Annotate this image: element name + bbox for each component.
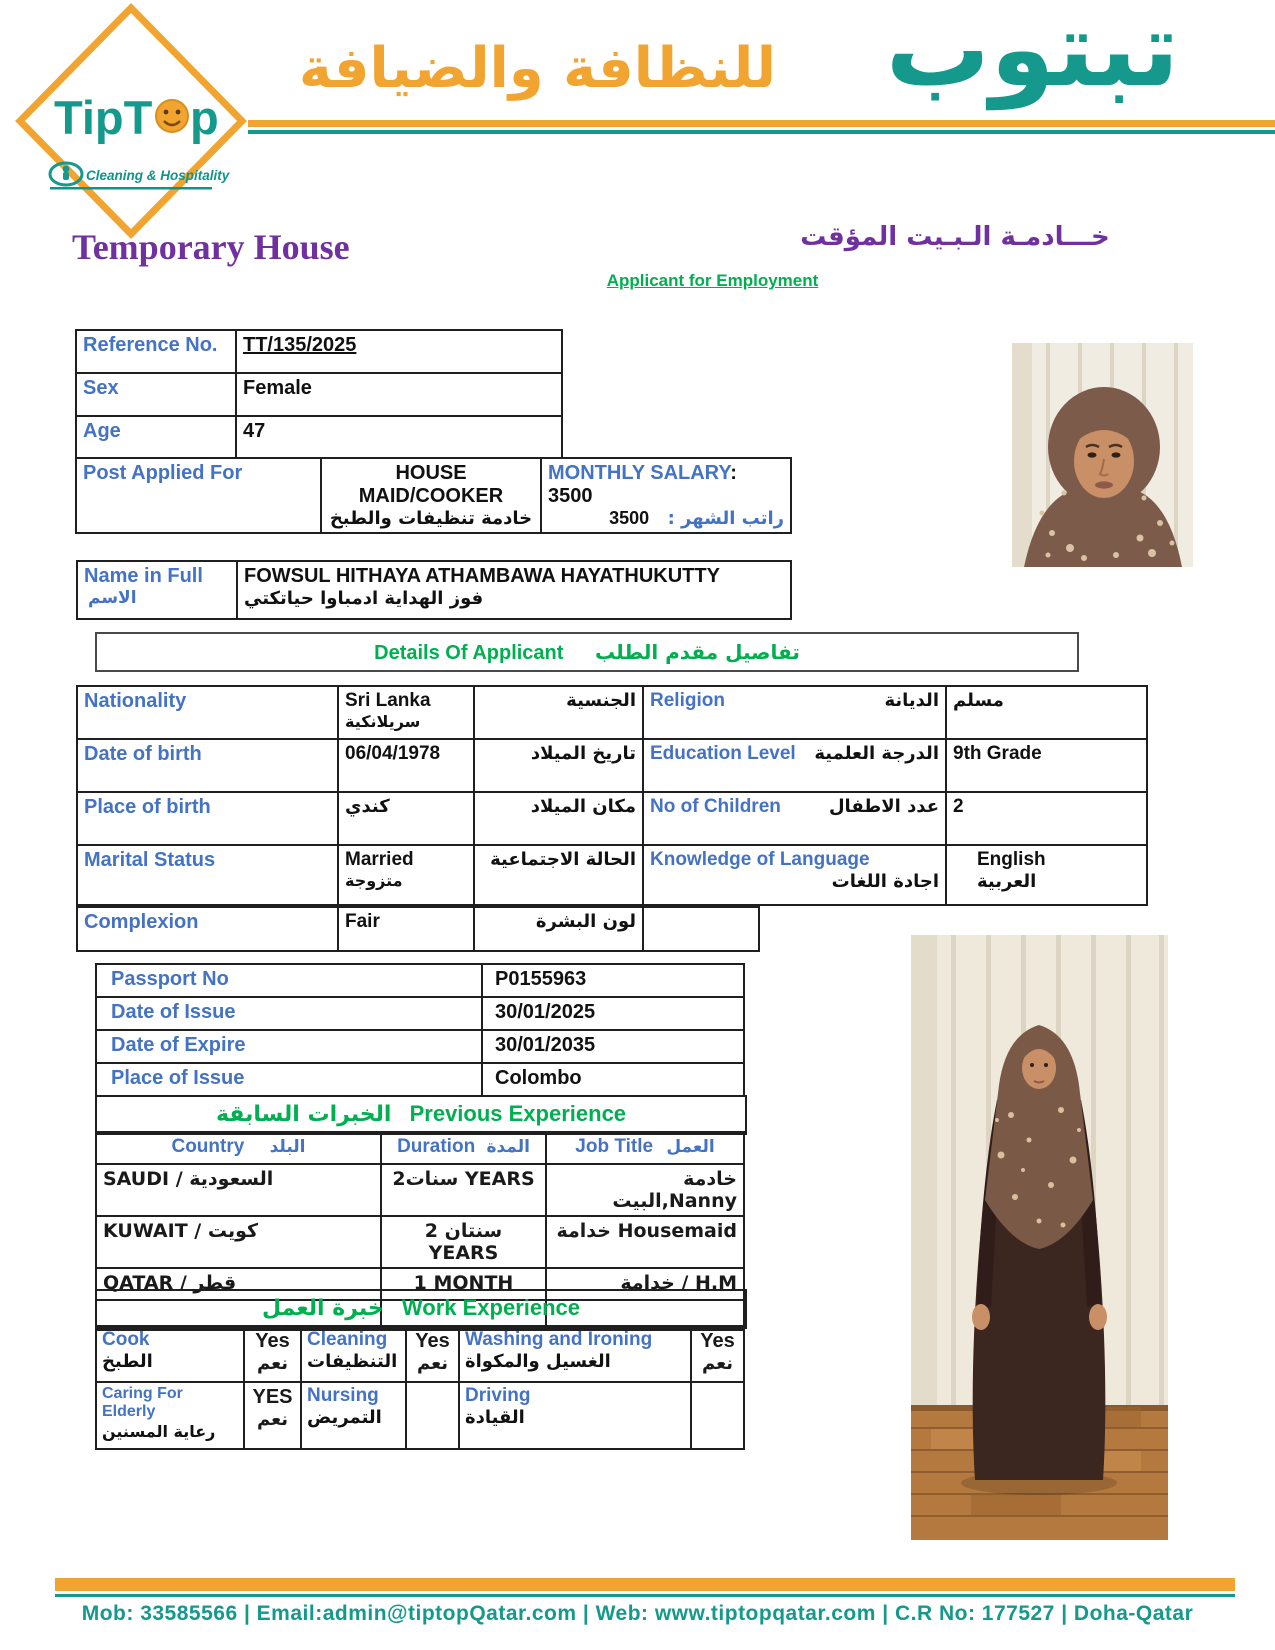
nursing-label: Nursing <box>307 1385 379 1406</box>
elderly-answer-english: YES <box>252 1386 293 1408</box>
education-value: 9th Grade <box>946 739 1147 792</box>
sex-value: Female <box>236 373 562 416</box>
header-tagline-arabic: للنظافة والضيافة <box>298 36 777 101</box>
table-row <box>96 1382 744 1449</box>
religion-label: Religion <box>650 690 725 711</box>
expire-date-value: 30/01/2035 <box>482 1030 744 1063</box>
washing-answer <box>691 1326 744 1382</box>
table-row <box>96 1132 744 1164</box>
name-value-arabic: فوز الهداية ادمباوا حياتكتي <box>244 588 484 609</box>
footer-rule-teal <box>55 1594 1235 1597</box>
washing-cell <box>459 1326 691 1382</box>
job-header-english: Job Title <box>575 1136 654 1157</box>
salary-line-arabic <box>548 508 784 529</box>
children-label-cell <box>643 792 946 845</box>
post-value-english: HOUSE MAID/COOKER <box>358 462 504 507</box>
table-row <box>77 561 791 619</box>
dob-label: Date of birth <box>77 739 338 792</box>
table-row <box>96 1326 744 1382</box>
religion-value: مسلم <box>946 686 1147 739</box>
name-table <box>76 560 792 620</box>
table-row <box>96 964 744 997</box>
nationality-label: Nationality <box>77 686 338 739</box>
details-title-english: Details Of Applicant <box>374 642 564 664</box>
nursing-cell <box>301 1382 406 1449</box>
nationality-value <box>338 686 474 739</box>
salary-value-english: : 3500 <box>548 462 737 507</box>
table-row <box>77 686 1147 739</box>
table-row <box>76 330 562 373</box>
dob-value: 06/04/1978 <box>338 739 474 792</box>
page-subtitle: Applicant for Employment <box>606 271 819 290</box>
issue-place-label: Place of Issue <box>96 1063 482 1096</box>
salary-label-english: MONTHLY SALARY <box>548 462 731 484</box>
header-brand-arabic: تبتوب <box>885 0 1180 110</box>
applicant-full-body-photo <box>911 935 1168 1540</box>
name-label-cell <box>77 561 237 619</box>
footer-rule-orange <box>55 1578 1235 1591</box>
details-table <box>76 685 1148 906</box>
experience-job: خدامة Housemaid <box>546 1216 744 1268</box>
complexion-label-arabic: لون البشرة <box>474 907 643 951</box>
job-header-arabic: العمل <box>666 1137 715 1157</box>
salary-value-arabic-line: 3500 <box>609 508 650 528</box>
cook-label: Cook <box>102 1329 150 1350</box>
cleaning-answer <box>406 1326 459 1382</box>
washing-answer-arabic: نعم <box>701 1353 734 1374</box>
applicant-portrait-photo <box>1012 343 1193 567</box>
driving-label-arabic: القيادة <box>465 1406 525 1428</box>
cook-answer <box>244 1326 301 1382</box>
pob-label: Place of birth <box>77 792 338 845</box>
children-value: 2 <box>946 792 1147 845</box>
children-label-arabic: عدد الاطفال <box>828 796 939 817</box>
marital-value-english: Married <box>345 849 414 870</box>
details-title-arabic: تفاصيل مقدم الطلب <box>595 640 800 664</box>
previous-experience-header <box>95 1095 747 1135</box>
expire-date-label: Date of Expire <box>96 1030 482 1063</box>
table-row <box>96 1216 744 1268</box>
post-applied-value <box>321 458 541 533</box>
cook-answer-english: Yes <box>255 1330 290 1352</box>
washing-label: Washing and Ironing <box>465 1329 653 1350</box>
elderly-cell <box>96 1382 244 1449</box>
language-label-arabic: اجادة اللغات <box>831 871 939 892</box>
experience-duration: سنات2 YEARS <box>381 1164 546 1216</box>
issue-place-value: Colombo <box>482 1063 744 1096</box>
experience-job: خادمة البيت,Nanny <box>546 1164 744 1216</box>
country-header-arabic: البلد <box>269 1137 306 1157</box>
post-value-arabic: خادمة تنظيفات والطبخ <box>329 508 533 529</box>
elderly-label-arabic: رعاية المسنين <box>102 1421 216 1441</box>
post-applied-table <box>75 457 792 534</box>
marital-value <box>338 845 474 905</box>
reference-label: Reference No. <box>76 330 236 373</box>
driving-answer <box>691 1382 744 1449</box>
header-rule-orange <box>248 120 1275 127</box>
logo-brand-left-text: TipT <box>54 91 153 144</box>
duration-column-header <box>381 1132 546 1164</box>
marital-value-arabic: متزوجة <box>345 871 403 890</box>
religion-label-cell <box>643 686 946 739</box>
work-experience-title-english: Work Experience <box>401 1295 581 1320</box>
pob-label-arabic: مكان الميلاد <box>474 792 643 845</box>
job-column-header <box>546 1132 744 1164</box>
complexion-label: Complexion <box>77 907 338 951</box>
age-value: 47 <box>236 416 562 458</box>
cook-answer-arabic: نعم <box>256 1353 289 1374</box>
table-row <box>77 907 759 951</box>
issue-date-value: 30/01/2025 <box>482 997 744 1030</box>
table-row <box>76 458 791 533</box>
nursing-label-arabic: التمريض <box>307 1406 382 1428</box>
issue-date-label: Date of Issue <box>96 997 482 1030</box>
washing-label-arabic: الغسيل والمكواة <box>465 1350 611 1372</box>
page-title-arabic: خـــادمـة الـبـيت المؤقت <box>800 222 1110 252</box>
cook-cell <box>96 1326 244 1382</box>
table-row <box>96 1164 744 1216</box>
logo-tagline-text: Cleaning & Hospitality <box>86 168 230 183</box>
table-row <box>76 416 562 458</box>
tiptop-logo <box>14 2 248 240</box>
complexion-table <box>76 906 760 952</box>
language-label: Knowledge of Language <box>650 849 870 870</box>
education-label-arabic: الدرجة العلمية <box>814 743 939 764</box>
duration-header-arabic: المدة <box>486 1137 530 1157</box>
table-row <box>77 739 1147 792</box>
language-value <box>946 845 1147 905</box>
experience-duration: سنتان 2 YEARS <box>381 1216 546 1268</box>
reference-value: TT/135/2025 <box>236 330 562 373</box>
duration-header-english: Duration <box>397 1136 476 1157</box>
elderly-label: Caring For Elderly <box>102 1385 183 1421</box>
nursing-answer <box>406 1382 459 1449</box>
sex-label: Sex <box>76 373 236 416</box>
smiley-face-icon <box>156 100 188 132</box>
logo-tagline-underline <box>50 187 212 190</box>
driving-label: Driving <box>465 1385 531 1406</box>
education-label: Education Level <box>650 743 796 764</box>
logo-brand-right-text: p <box>190 91 219 144</box>
language-value-arabic: العربية <box>977 871 1037 892</box>
marital-label-arabic: الحالة الاجتماعية <box>474 845 643 905</box>
name-label-english: Name in Full <box>84 565 203 587</box>
footer-contact-info: Mob: 33585566 | Email:admin@tiptopQatar.com | Web: www.tiptopqatar.com | C.R No: 177527 | Doha-Qatar <box>81 1602 1194 1625</box>
washing-answer-english: Yes <box>700 1330 735 1352</box>
children-label: No of Children <box>650 796 781 817</box>
language-value-english: English <box>977 849 1046 870</box>
education-label-cell <box>643 739 946 792</box>
header-rule-teal <box>248 130 1275 134</box>
cleaning-label-arabic: التنظيفات <box>307 1350 398 1372</box>
work-experience-header <box>95 1289 747 1329</box>
nationality-value-english: Sri Lanka <box>345 690 431 711</box>
details-section-header <box>95 632 1079 672</box>
complexion-value: Fair <box>338 907 474 951</box>
table-row <box>77 845 1147 905</box>
empty-cell <box>643 907 759 951</box>
experience-country: KUWAIT / كويت <box>96 1216 381 1268</box>
previous-experience-title-english: Previous Experience <box>409 1101 627 1126</box>
salary-cell <box>541 458 791 533</box>
marital-label: Marital Status <box>77 845 338 905</box>
table-row <box>76 373 562 416</box>
country-column-header <box>96 1132 381 1164</box>
pob-value: كندي <box>338 792 474 845</box>
cleaning-answer-arabic: نعم <box>416 1353 449 1374</box>
dob-label-arabic: تاريخ الميلاد <box>474 739 643 792</box>
salary-line-english <box>548 462 784 508</box>
driving-cell <box>459 1382 691 1449</box>
experience-country: QATAR / قطر <box>96 1268 381 1300</box>
passport-no-label: Passport No <box>96 964 482 997</box>
religion-label-arabic: الديانة <box>884 690 939 711</box>
post-applied-label: Post Applied For <box>76 458 321 533</box>
experience-job: خدامة / H.M <box>546 1268 744 1300</box>
experience-country: SAUDI / السعودية <box>96 1164 381 1216</box>
language-label-cell <box>643 845 946 905</box>
nationality-label-arabic: الجنسية <box>474 686 643 739</box>
age-label: Age <box>76 416 236 458</box>
cook-label-arabic: الطبخ <box>102 1350 153 1372</box>
salary-label-arabic: راتب الشهر : <box>667 508 784 529</box>
elderly-answer <box>244 1382 301 1449</box>
table-row <box>96 1030 744 1063</box>
nationality-value-arabic: سريلانكية <box>345 712 421 731</box>
cleaning-cell <box>301 1326 406 1382</box>
cleaning-label: Cleaning <box>307 1329 388 1350</box>
table-row <box>96 1063 744 1096</box>
passport-no-value: P0155963 <box>482 964 744 997</box>
cleaning-answer-english: Yes <box>415 1330 450 1352</box>
page-title-english: Temporary House <box>72 227 350 267</box>
table-row <box>96 997 744 1030</box>
elderly-answer-arabic: نعم <box>256 1409 289 1430</box>
summary-table <box>75 329 563 459</box>
country-header-english: Country <box>171 1136 245 1157</box>
table-row <box>77 792 1147 845</box>
previous-experience-title-arabic: الخبرات السابقة <box>215 1102 392 1127</box>
name-value-cell <box>237 561 791 619</box>
experience-duration: 1 MONTH <box>381 1268 546 1300</box>
name-value-english: FOWSUL HITHAYA ATHAMBAWA HAYATHUKUTTY <box>244 565 720 587</box>
work-experience-title-arabic: خبرة العمل <box>261 1296 384 1321</box>
work-experience-table <box>95 1325 745 1450</box>
name-label-arabic: الاسم <box>88 588 137 608</box>
passport-table <box>95 963 745 1097</box>
